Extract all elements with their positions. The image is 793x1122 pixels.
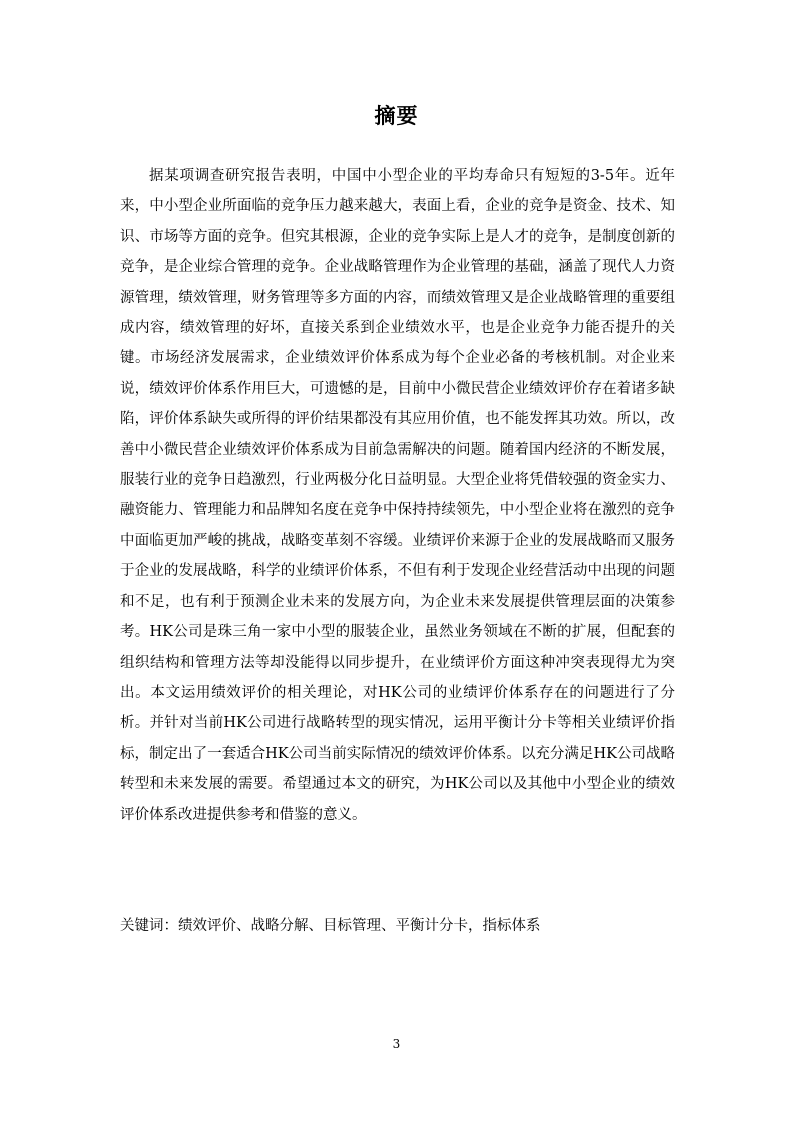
abstract-title: 摘要 (374, 104, 419, 128)
keywords-line: 关键词：绩效评价、战略分解、目标管理、平衡计分卡，指标体系 (120, 918, 541, 934)
abstract-body: 据某项调查研究报告表明，中国中小型企业的平均寿命只有短短的3-5年。近年来，中小型企业所面临的竞争压力越来越大，表面上看，企业的竞争是资金、技术、知识、市场等方面的竞争。但究其根源，企业的竞争实际上是人才的竞争，是制度创新的竞争，是企业综合管理的竞争。企业战略管理作为企业管理的基础，涵盖了现代人力资源管理，绩效管理，财务管理等多方面的内容，而绩效管理又是企业战略管理的重要组成内容，绩效管理的好坏，直接关系到企业绩效水平，也是企业竞争力能否提升的关键。市场经济发展需求，企业绩效评价体系成为每个企业必备的考核机制。对企业来说，绩效评价体系作用巨大，可遗憾的是，目前中小微民营企业绩效评价存在着诸多缺陷，评价体系缺失或所得的评价结果都没有其应用价值，也不能发挥其功效。所以，改善中小微民营企业绩效评价体系成为目前急需解决的问题。随着国内经济的不断发展，服装行业的竞争日趋激烈，行业两极分化日益明显。大型企业将凭借较强的资金实力、融资能力、管理能力和品牌知名度在竞争中保持持续领先，中小型企业将在激烈的竞争中面临更加严峻的挑战，战略变革刻不容缓。业绩评价来源于企业的发展战略而又服务于企业的发展战略，科学的业绩评价体系，不但有利于发现企业经营活动中出现的问题和不足，也有利于预测企业未来的发展方向，为企业未来发展提供管理层面的决策参考。HK公司是珠三角一家中小型的服装企业，虽然业务领域在不断的扩展，但配套的组织结构和管理方法等却没能得以同步提升，在业绩评价方面这种冲突表现得尤为突出。本文运用绩效评价的相关理论，对HK公司的业绩评价体系存在的问题进行了分析。并针对当前HK公司进行战略转型的现实情况，运用平衡计分卡等相关业绩评价指标，制定出了一套适合HK公司当前实际情况的绩效评价体系。以充分满足HK公司战略转型和未来发展的需要。希望通过本文的研究，为HK公司以及其他中小型企业的绩效评价体系改进提供参考和借鉴的意义。 (120, 168, 675, 823)
page-number: 3 (392, 1037, 401, 1051)
